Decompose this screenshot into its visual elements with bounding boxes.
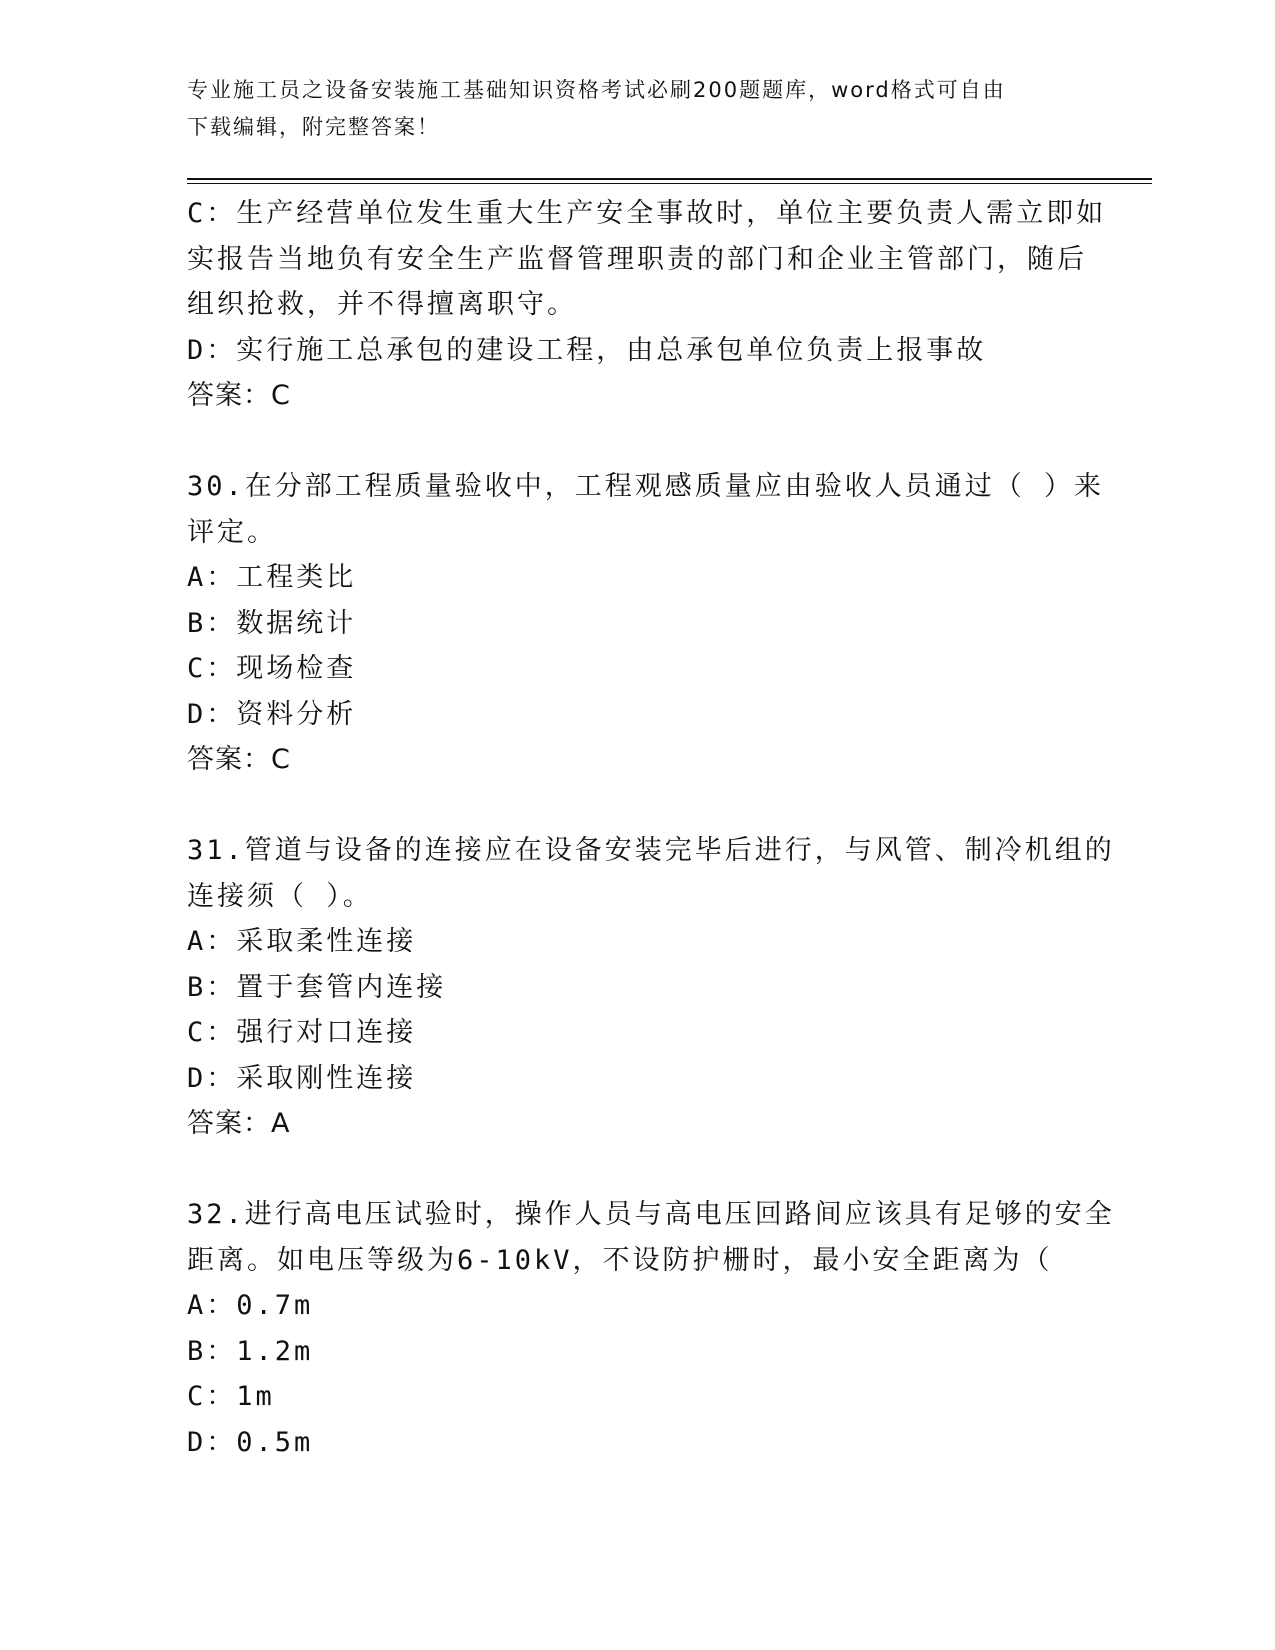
q30-option-b: B：数据统计 [187, 607, 357, 639]
question-29 [187, 191, 1107, 419]
q29-option-c-line-2: 实报告当地负有安全生产监督管理职责的部门和企业主管部门，随后 [187, 243, 1087, 275]
q29-option-d: D：实行施工总承包的建设工程，由总承包单位负责上报事故 [187, 334, 987, 366]
header-line-2: 下载编辑，附完整答案！ [187, 115, 440, 139]
header-divider-thick [187, 178, 1152, 180]
q29-option-c-line-1: C：生产经营单位发生重大生产安全事故时，单位主要负责人需立即如 [187, 198, 1107, 229]
q31-option-a: A：采取柔性连接 [187, 926, 417, 957]
q31-stem-line-2: 连接须（ ）。 [187, 880, 373, 912]
q30-option-d: D：资料分析 [187, 698, 357, 730]
question-31 [187, 828, 1115, 1147]
q30-option-c: C：现场检查 [187, 653, 357, 684]
question-gap [187, 419, 1077, 465]
q30-stem-line-2: 评定。 [187, 516, 277, 548]
q30-option-a: A：工程类比 [187, 562, 357, 593]
question-32 [187, 1192, 1115, 1465]
question-gap [187, 783, 1077, 829]
question-30 [187, 464, 1105, 783]
q32-option-d: D：0.5m [187, 1426, 314, 1458]
q32-stem-line-1: 32.进行高电压试验时，操作人员与高电压回路间应该具有足够的安全 [187, 1199, 1115, 1230]
question-gap [187, 1147, 1077, 1193]
q29-answer: 答案：C [187, 380, 291, 411]
q32-option-b: B：1.2m [187, 1335, 314, 1367]
q31-stem-line-1: 31.管道与设备的连接应在设备安装完毕后进行，与风管、制冷机组的 [187, 835, 1115, 866]
question-list [187, 191, 1115, 1465]
q31-option-b: B：置于套管内连接 [187, 971, 447, 1003]
document-header [187, 72, 1067, 146]
q32-option-c: C：1m [187, 1381, 275, 1412]
q32-option-a: A：0.7m [187, 1290, 314, 1321]
q29-option-c-line-3: 组织抢救，并不得擅离职守。 [187, 289, 577, 320]
q30-stem-line-1: 30.在分部工程质量验收中，工程观感质量应由验收人员通过（ ）来 [187, 471, 1105, 502]
header-divider-thin [187, 183, 1152, 184]
q31-answer: 答案：A [187, 1108, 291, 1139]
header-line-1: 专业施工员之设备安装施工基础知识资格考试必刷200题题库，word格式可自由 [187, 78, 1006, 102]
q32-stem-line-2: 距离。如电压等级为6-10kV，不设防护栅时，最小安全距离为（ [187, 1244, 1053, 1276]
q31-option-c: C：强行对口连接 [187, 1017, 417, 1048]
q31-option-d: D：采取刚性连接 [187, 1062, 417, 1094]
q30-answer: 答案：C [187, 744, 291, 775]
